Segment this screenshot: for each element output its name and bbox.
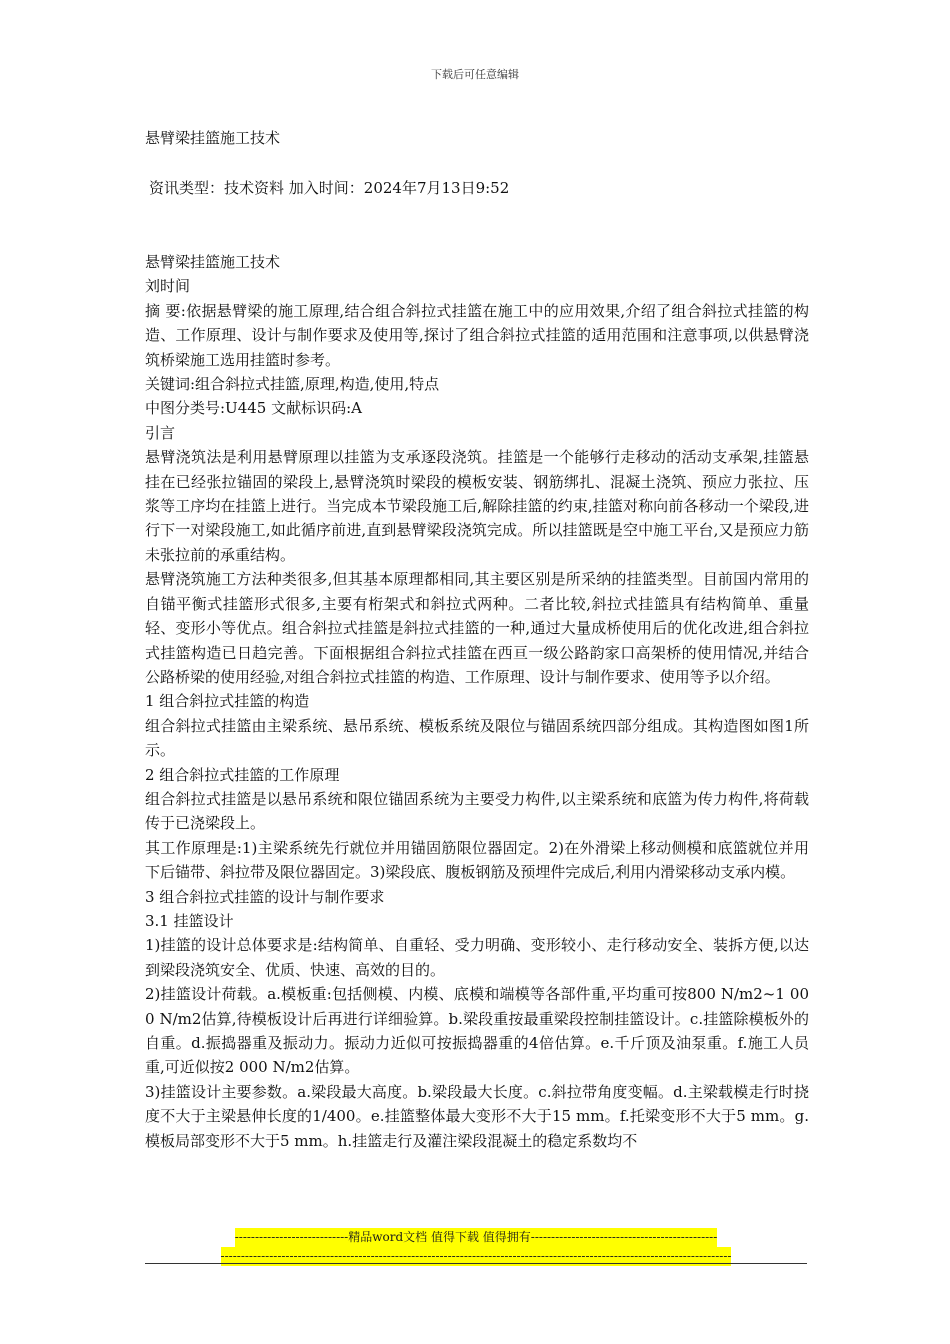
author-line: 刘时间 xyxy=(145,277,191,296)
footer-banner-line-2: ------------------------------------------------------------------------------------------------------------------------------ xyxy=(221,1247,732,1266)
section-heading-intro: 引言 xyxy=(145,423,176,442)
body-paragraph: 悬臂浇筑施工方法种类很多,但其基本原理都相同,其主要区别是所采纳的挂篮类型。目前国内常用的自锚平衡式挂篮形式很多,主要有桁架式和斜拉式两种。二者比较,斜拉式挂篮具有结构简单、重量轻、变形小等优点。组合斜拉式挂篮是斜拉式挂篮的一种,通过大量成桥使用后的优化改进,组合斜拉式挂篮构造已日趋完善。下面根据组合斜拉式挂篮在西亘一级公路韵家口高架桥的使用情况,并结合公路桥梁的使用经验,对组合斜拉式挂篮的构造、工作原理、设计与制作要求、使用等予以介绍。 xyxy=(145,570,809,686)
section-heading-2: 2 组合斜拉式挂篮的工作原理 xyxy=(145,765,340,784)
article-title: 悬臂梁挂篮施工技术 xyxy=(145,253,281,271)
body-paragraph: 3)挂篮设计主要参数。a.梁段最大高度。b.梁段最大长度。c.斜拉带角度变幅。d.主梁载模走行时挠度不大于主梁悬伸长度的1/400。e.挂篮整体最大变形不大于15 mm。f.托梁变形不大于5 mm。g.模板局部变形不大于5 mm。h.挂篮走行及灌注梁段混凝土的稳定系数均不 xyxy=(145,1082,809,1150)
section-heading-3: 3 组合斜拉式挂篮的设计与制作要求 xyxy=(145,887,385,906)
body-paragraph: 悬臂浇筑法是利用悬臂原理以挂篮为支承逐段浇筑。挂篮是一个能够行走移动的活动支承架,挂篮悬挂在已经张拉锚固的梁段上,悬臂浇筑时梁段的模板安装、钢筋绑扎、混凝土浇筑、预应力张拉、压浆等工序均在挂篮上进行。当完成本节梁段施工后,解除挂篮的约束,挂篮对称向前各移动一个梁段,进行下一对梁段施工,如此循序前进,直到悬臂梁段浇筑完成。所以挂篮既是空中施工平台,又是预应力筋未张拉前的承重结构。 xyxy=(145,448,809,564)
body-paragraph: 1)挂篮的设计总体要求是:结构简单、自重轻、受力明确、变形较小、走行移动安全、装拆方便,以达到梁段浇筑安全、优质、快速、高效的目的。 xyxy=(145,936,809,979)
footer-divider xyxy=(145,1263,807,1264)
body-paragraph: 组合斜拉式挂篮是以悬吊系统和限位锚固系统为主要受力构件,以主梁系统和底篮为传力构件,将荷载传于已浇梁段上。 xyxy=(145,789,809,833)
footer-banner-line-1: ----------------------------精品word文档 值得下载 值得拥有---------------------------------------------- xyxy=(235,1228,718,1247)
classification-line: 中图分类号:U445 文献标识码:A xyxy=(145,399,362,418)
section-heading-1: 1 组合斜拉式挂篮的构造 xyxy=(145,692,310,711)
body-paragraph: 2)挂篮设计荷载。a.模板重:包括侧模、内模、底模和端模等各部件重,平均重可按800 N/m2~1 000 N/m2估算,待模板设计后再进行详细验算。b.梁段重按最重梁段控制挂篮设计。c.挂篮除模板外的自重。d.振捣器重及振动力。振动力近似可按振捣器重的4倍估算。e.千斤顶及油泵重。f.施工人员重,可近似按2 000 N/m2估算。 xyxy=(145,985,809,1077)
document-body xyxy=(145,250,809,1153)
body-paragraph: 其工作原理是:1)主梁系统先行就位并用锚固筋限位器固定。2)在外滑梁上移动侧模和底篮就位并用下后锚带、斜拉带及限位器固定。3)梁段底、腹板钢筋及预埋件完成后,利用内滑梁移动支承内模。 xyxy=(145,838,809,882)
body-paragraph: 组合斜拉式挂篮由主梁系统、悬吊系统、模板系统及限位与锚固系统四部分组成。其构造图如图1所示。 xyxy=(145,716,809,760)
keywords-line: 关键词:组合斜拉式挂篮,原理,构造,使用,特点 xyxy=(145,375,440,394)
footer-banner xyxy=(145,1228,807,1266)
page-header: 下载后可任意编辑 xyxy=(431,68,519,81)
document-title: 悬臂梁挂篮施工技术 xyxy=(145,129,281,147)
abstract-paragraph: 摘 要:依据悬臂梁的施工原理,结合组合斜拉式挂篮在施工中的应用效果,介绍了组合斜拉式挂篮的构造、工作原理、设计与制作要求及使用等,探讨了组合斜拉式挂篮的适用范围和注意事项,以供悬臂浇筑桥梁施工选用挂篮时参考。 xyxy=(145,301,809,369)
document-meta: 资讯类型：技术资料 加入时间：2024年7月13日9:52 xyxy=(149,179,510,197)
subsection-heading-3-1: 3.1 挂篮设计 xyxy=(145,911,234,930)
